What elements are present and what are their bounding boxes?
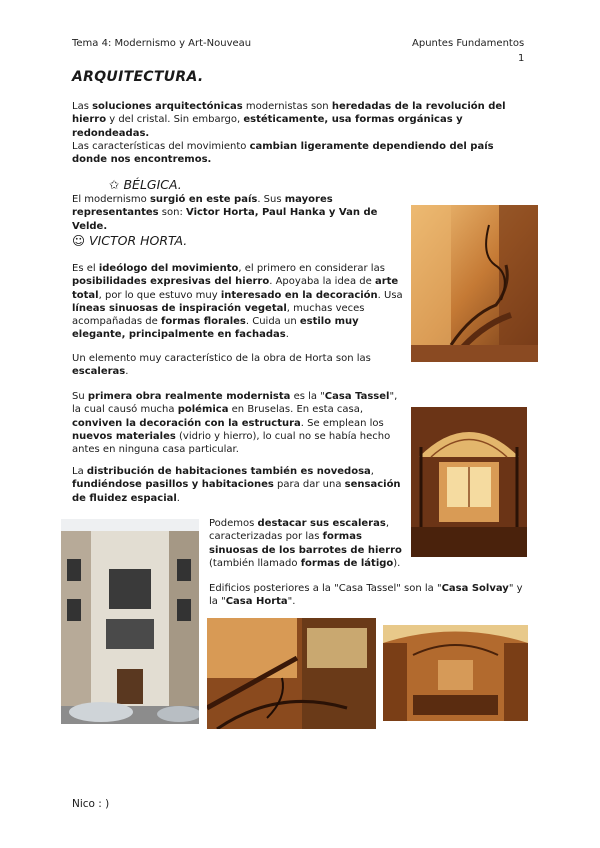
text-run: ). [393,557,401,569]
text-run: , [370,466,374,477]
text-run: . Usa [377,289,403,301]
text-run: en Bruselas. En esta casa, [228,404,364,416]
text-run: , el primero en considerar las [238,263,385,274]
bold-run: primera obra realmente modernista [87,391,291,402]
horta-paragraph-1 [72,262,406,342]
text-run: Es el [72,263,99,274]
section-horta [72,234,187,247]
photo-tassel-hall [411,407,527,557]
bold-run: heredadas de la revolución del hierro [72,101,506,126]
horta-paragraph-6 [209,582,531,609]
bold-run: soluciones arquitectónicas [92,101,243,112]
text-run: La [72,466,87,477]
text-run: El modernismo [72,194,150,205]
photo-tassel-facade [61,519,199,724]
text-run: . Apoyaba la idea de [269,276,375,288]
text-run: Su [72,391,88,402]
photo-tassel-staircase [411,205,538,362]
horta-paragraph-5 [209,517,405,570]
text-run: , caracterizadas por las [209,518,390,543]
bold-run: Victor Horta, Paul Hanka y Van de Velde. [72,207,378,232]
bold-run: escaleras [72,366,126,378]
horta-paragraph-2 [72,352,406,379]
section-horta-heading: VICTOR HORTA. [89,233,188,248]
text-run: Edificios posteriores a la "Casa Tassel" son la " [209,583,442,594]
horta-paragraph-4 [72,465,406,505]
bold-run: Casa Solvay [441,583,509,594]
bold-run: distribución de habitaciones también es novedosa [86,466,371,477]
text-run: , muchas veces acompañadas de [72,302,365,328]
belgica-paragraph [72,193,406,233]
bold-run: formas florales [160,316,246,328]
bold-run: conviven la decoración con la estructura [72,417,301,429]
text-run: , por lo que estuvo muy [98,289,221,301]
bold-run: formas de látigo [300,557,394,569]
horta-paragraph-3 [72,390,406,456]
text-run: es la " [290,391,325,402]
bold-run: interesado en la decoración [220,289,378,301]
text-run: (también llamado [209,557,301,569]
text-run: ". [287,596,296,608]
photo-horta-interior [383,625,528,721]
bold-run: arte total [72,276,399,301]
bold-run: estilo muy elegante, principalmente en fachadas [72,316,359,341]
footer-signature: Nico : ) [72,798,110,810]
text-run: Las [72,101,93,112]
text-run: Las características del movimiento [72,141,250,152]
text-run: . Se emplean los [300,417,384,429]
section-belgica-heading: BÉLGICA. [123,177,182,192]
bold-run: cambian ligeramente dependiendo del país donde nos encontremos. [72,141,494,166]
text-run: son: [158,207,187,219]
intro-paragraph-2 [72,140,530,167]
bold-run: sensación de fluidez espacial [72,479,401,504]
page-title: ARQUITECTURA. [72,69,204,85]
header-left: Tema 4: Modernismo y Art-Nouveau [72,38,252,49]
page-number: 1 [518,53,525,64]
bold-run: líneas sinuosas de inspiración vegetal [72,302,287,314]
bold-run: posibilidades expresivas del hierro [72,276,270,288]
photo-solvay-staircase [207,618,376,729]
bold-run: fundiéndose pasillos y habitaciones [72,479,274,491]
bold-run: surgió en este país [149,194,258,205]
text-run: modernistas son [242,101,332,112]
bold-run: formas sinuosas de los barrotes de hierro [209,531,402,556]
header-right: Apuntes Fundamentos [412,38,525,49]
text-run: y del cristal. Sin embargo, [106,114,244,126]
text-run: ", la cual causó mucha [72,391,398,416]
bold-run: polémica [177,404,229,416]
bold-run: Casa Horta [225,596,288,608]
bold-run: ideólogo del movimiento [98,263,239,274]
text-run: . Cuida un [245,316,300,328]
section-belgica [109,178,182,191]
text-run: (vidrio y hierro), lo cual no se había hecho antes en ninguna casa particular. [72,430,391,456]
bold-run: mayores representantes [72,194,333,219]
bold-run: destacar sus escaleras [257,518,386,529]
text-run: para dar una [273,479,345,491]
intro-paragraph-1 [72,100,530,140]
text-run: Un elemento muy característico de la obra de Horta son las [72,353,371,364]
bold-run: estéticamente, usa formas orgánicas y redondeadas. [72,114,463,139]
bold-run: Casa Tassel [324,391,390,402]
smiley-icon: ☺ [72,233,86,248]
star-icon: ✩ [109,177,120,192]
text-run: . [176,492,180,504]
text-run: . Sus [257,194,285,205]
text-run: Podemos [209,518,258,529]
bold-run: nuevos materiales [72,430,176,442]
text-run: . [285,329,289,341]
text-run: . [125,366,129,378]
text-run: " y la " [209,583,523,608]
